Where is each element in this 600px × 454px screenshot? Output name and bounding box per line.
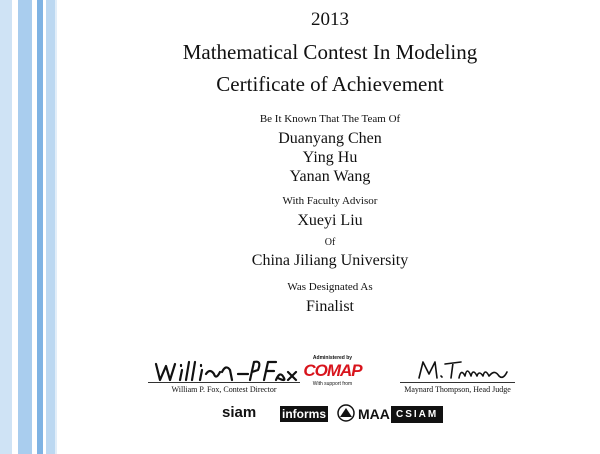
year: 2013: [311, 9, 349, 30]
signature-line: [148, 382, 300, 383]
informs-logo: informs: [282, 407, 327, 421]
contest-name: Mathematical Contest In Modeling: [182, 40, 478, 64]
signature-line: [400, 382, 515, 383]
team-member: Yanan Wang: [289, 168, 371, 185]
certificate: [60, 0, 600, 454]
judge-label: Maynard Thompson, Head Judge: [404, 385, 511, 394]
support-label: With support from: [312, 381, 353, 387]
team-member: Ying Hu: [302, 149, 358, 166]
of-label: Of: [324, 237, 336, 248]
signature-thompson: [415, 356, 515, 382]
csiam-logo: CSIAM: [391, 406, 443, 423]
maa-logo: MAA: [358, 406, 390, 422]
siam-logo: siam: [222, 404, 257, 421]
comap-block: [295, 355, 370, 387]
advisor-label: With Faculty Advisor: [282, 195, 378, 207]
director-label: William P. Fox, Contest Director: [171, 385, 277, 394]
maa-emblem-icon: [336, 404, 356, 427]
certificate-title: Certificate of Achievement: [216, 72, 444, 96]
advisor-name: Xueyi Liu: [297, 212, 363, 229]
team-member: Duanyang Chen: [278, 130, 382, 147]
known-label: Be It Known That The Team Of: [259, 113, 401, 125]
decorative-stripes: [0, 0, 60, 454]
designation: Finalist: [305, 298, 354, 315]
designated-label: Was Designated As: [287, 281, 373, 293]
administered-by-label: Administered by: [312, 355, 353, 361]
judge-signature: [415, 356, 515, 382]
comap-logo: COMAP: [303, 361, 362, 380]
university-name: China Jiliang University: [251, 252, 409, 269]
